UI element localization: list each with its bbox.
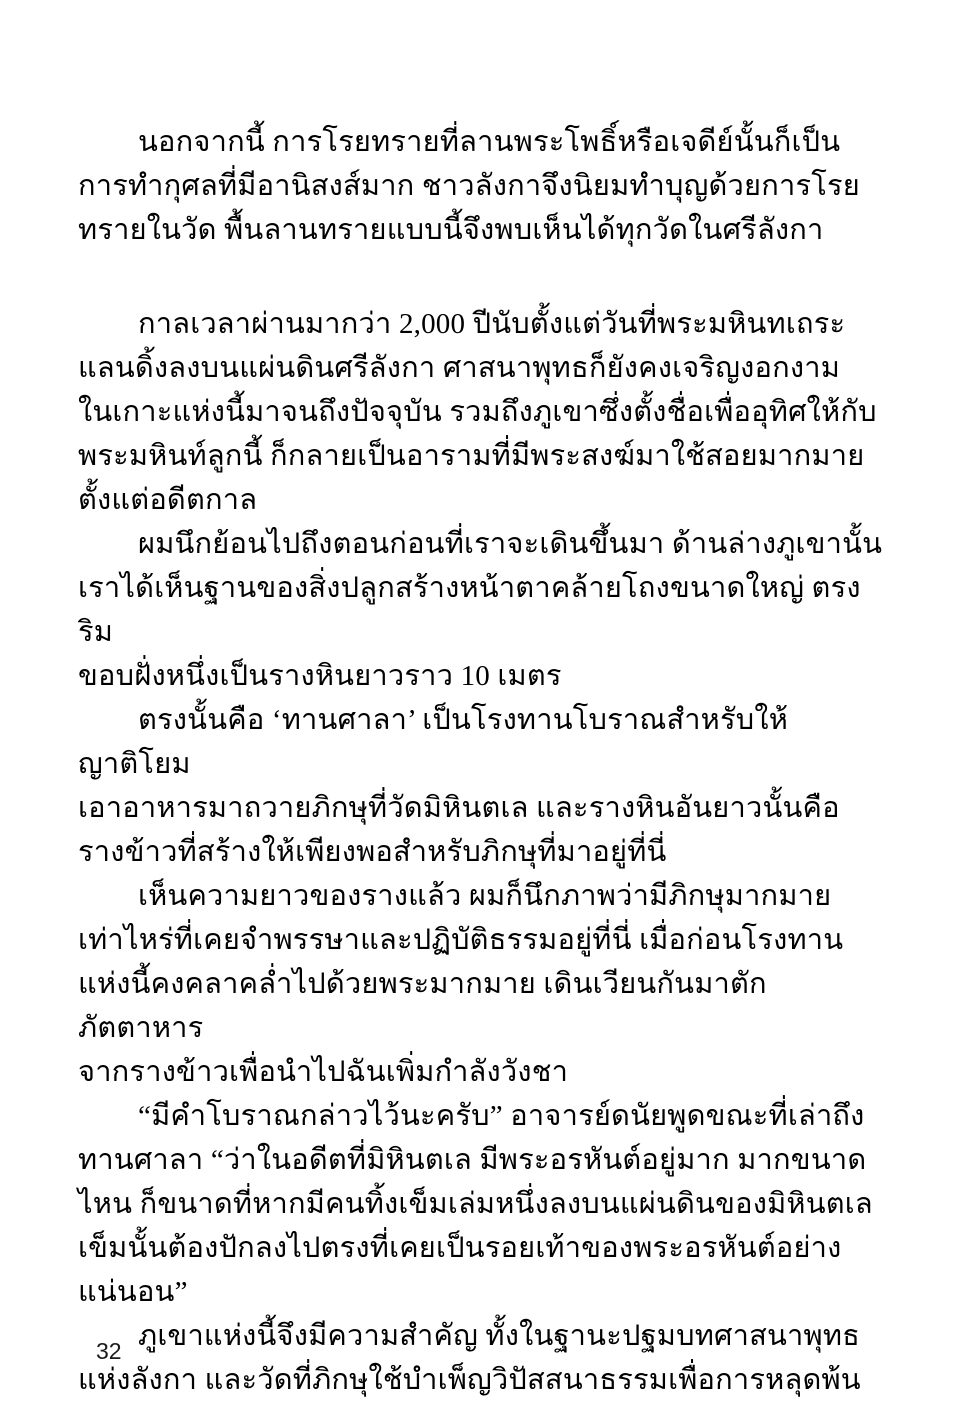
- text-line: “มีคำโบราณกล่าวไว้นะครับ” อาจารย์ดนัยพูดขณะที่เล่าถึง: [138, 1100, 865, 1132]
- paragraph: [78, 1314, 892, 1402]
- paragraph: [78, 698, 892, 874]
- text-line: พระมหินท์ลูกนี้ ก็กลายเป็นอารามที่มีพระสงฆ์มาใช้สอยมากมาย: [78, 440, 865, 472]
- paragraph: [78, 874, 892, 1094]
- text-line: รางข้าวที่สร้างให้เพียงพอสำหรับภิกษุที่มาอยู่ที่นี่: [78, 836, 667, 868]
- text-line: เราได้เห็นฐานของสิ่งปลูกสร้างหน้าตาคล้ายโถงขนาดใหญ่ ตรงริม: [78, 572, 861, 648]
- text-line: ขอบฝั่งหนึ่งเป็นรางหินยาวราว 10 เมตร: [78, 660, 562, 692]
- page-number: 32: [96, 1338, 122, 1364]
- text-line: ตั้งแต่อดีตกาล: [78, 484, 258, 516]
- text-line: จากรางข้าวเพื่อนำไปฉันเพิ่มกำลังวังชา: [78, 1056, 569, 1088]
- text-line: เห็นความยาวของรางแล้ว ผมก็นึกภาพว่ามีภิกษุมากมาย: [138, 880, 832, 912]
- text-line: ไหน ก็ขนาดที่หากมีคนทิ้งเข็มเล่มหนึ่งลงบนแผ่นดินของมิหินตเล: [78, 1188, 873, 1220]
- text-line: เท่าไหร่ที่เคยจำพรรษาและปฏิบัติธรรมอยู่ที่นี่ เมื่อก่อนโรงทาน: [78, 924, 844, 956]
- text-line: ทรายในวัด พื้นลานทรายแบบนี้จึงพบเห็นได้ทุกวัดในศรีลังกา: [78, 214, 824, 246]
- text-line: ภูเขาแห่งนี้จึงมีความสำคัญ ทั้งในฐานะปฐมบทศาสนาพุทธ: [138, 1320, 861, 1352]
- body-text-block: [78, 120, 892, 1402]
- text-line: เอาอาหารมาถวายภิกษุที่วัดมิหินตเล และรางหินอันยาวนั้นคือ: [78, 792, 840, 824]
- text-line: กาลเวลาผ่านมากว่า 2,000 ปีนับตั้งแต่วันที่พระมหินทเถระ: [138, 308, 846, 340]
- text-line: เข็มนั้นต้องปักลงไปตรงที่เคยเป็นรอยเท้าของพระอรหันต์อย่าง: [78, 1232, 842, 1264]
- text-line: ผมนึกย้อนไปถึงตอนก่อนที่เราจะเดินขึ้นมา ด้านล่างภูเขานั้น: [138, 528, 883, 560]
- text-line: ในเกาะแห่งนี้มาจนถึงปัจจุบัน รวมถึงภูเขาซึ่งตั้งชื่อเพื่ออุทิศให้กับ: [78, 396, 877, 428]
- text-line: แห่งลังกา และวัดที่ภิกษุใช้บำเพ็ญวิปัสสนาธรรมเพื่อการหลุดพ้น: [78, 1364, 861, 1396]
- paragraph: [78, 1094, 892, 1314]
- text-line: นอกจากนี้ การโรยทรายที่ลานพระโพธิ์หรือเจดีย์นั้นก็เป็น: [138, 126, 841, 158]
- text-line: แห่งนี้คงคลาคล่ำไปด้วยพระมากมาย เดินเวียนกันมาตักภัตตาหาร: [78, 968, 767, 1044]
- section-break: [78, 252, 892, 302]
- text-line: ตรงนั้นคือ ‘ทานศาลา’ เป็นโรงทานโบราณสำหรับให้ญาติโยม: [78, 704, 789, 780]
- text-line: แลนดิ้งลงบนแผ่นดินศรีลังกา ศาสนาพุทธก็ยังคงเจริญงอกงาม: [78, 352, 841, 384]
- text-line: ทานศาลา “ว่าในอดีตที่มิหินตเล มีพระอรหันต์อยู่มาก มากขนาด: [78, 1144, 867, 1176]
- text-line: การทำกุศลที่มีอานิสงส์มาก ชาวลังกาจึงนิยมทำบุญด้วยการโรย: [78, 170, 860, 202]
- paragraph: [78, 302, 892, 522]
- paragraph: [78, 522, 892, 698]
- text-line: แน่นอน”: [78, 1276, 188, 1308]
- paragraph: [78, 120, 892, 252]
